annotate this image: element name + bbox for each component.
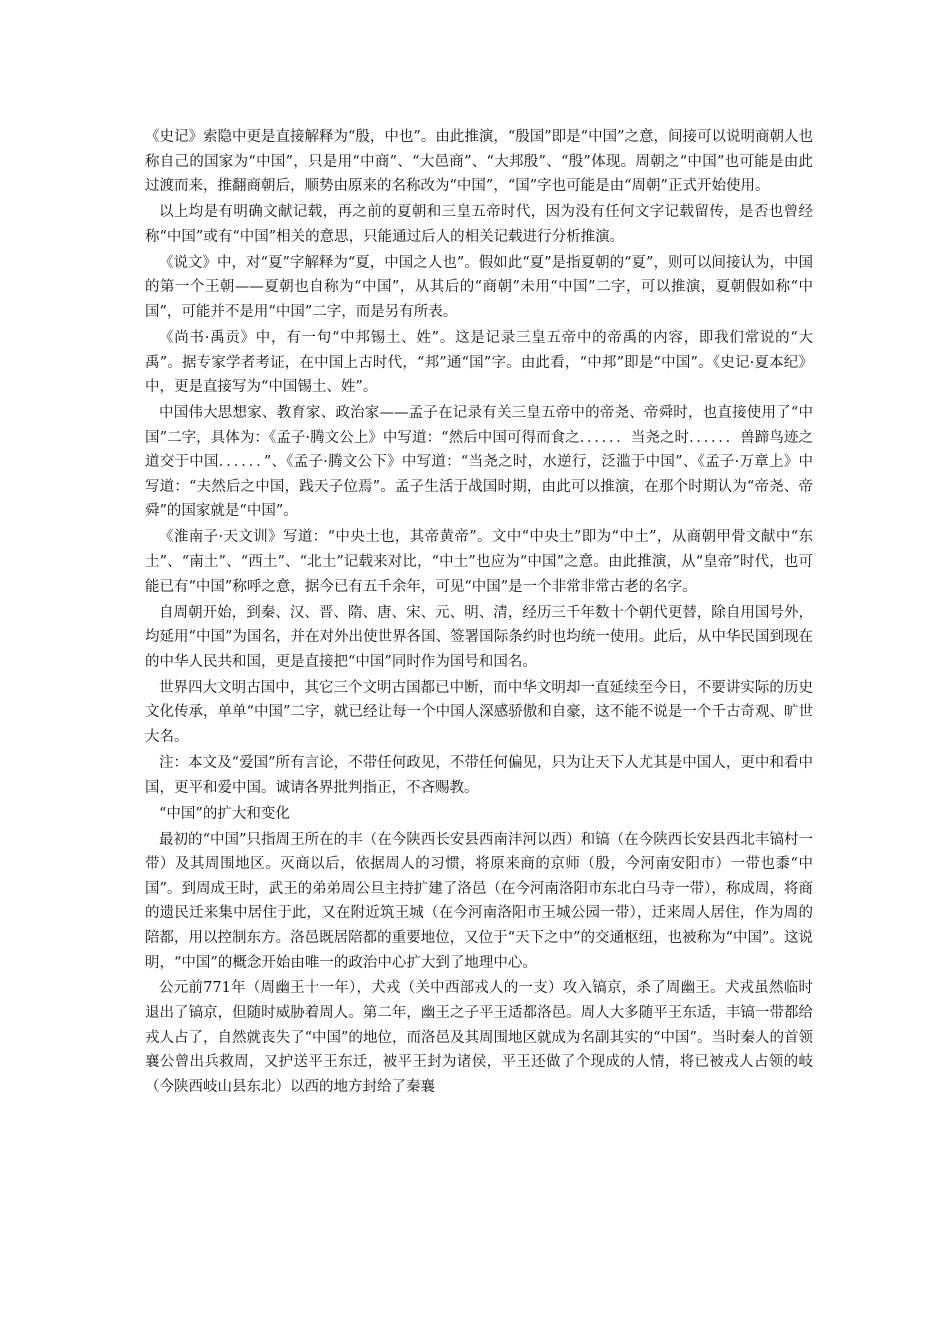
paragraph-xia-sanhuang: 以上均是有明确文献记载，再之前的夏朝和三皇五帝时代，因为没有任何文字记载留传，是否也曾经称“中国”或有“中国”相关的意思，只能通过后人的相关记载进行分析推演。 — [145, 204, 813, 245]
paragraph-771bc: 公元前771年（周幽王十一年），犬戎（关中西部戎人的一支）攻入镐京，杀了周幽王。犬戎虽然临时退出了镐京，但随时威胁着周人。第二年，幽王之子平王适都洛邑。周人大多随平王东适，丰镐一带都给戎人占了，自然就丧失了“中国”的地位，而洛邑及其周围地区就成为名副其实的“中国”。当时秦人的首领襄公曾出兵救周，又护送平王东迁，被平王封为诸侯，平王还做了个现成的人情，将已被戎人占领的岐（今陕西岐山县东北）以西的地方封给了秦襄 — [145, 980, 813, 1095]
paragraph-shuowen-xia: 《说文》中，对“夏”字解释为“夏，中国之人也”。假如此“夏”是指夏朝的“夏”，则可以间接认为，中国的第一个王朝——夏朝也自称为“中国”，从其后的“商朝”未用“中国”二字，可以推演，夏朝假如称“中国”，可能并不是用“中国”二字，而是另有所表。 — [145, 254, 813, 320]
paragraph-shiji-yin: 《史记》索隐中更是直接解释为“殷，中也”。由此推演，“殷国”即是“中国”之意，间接可以说明商朝人也称自己的国家为“中国”，只是用“中商”、“大邑商”、“大邦殷”、“殷”体现。周朝之“中国”也可能是由此过渡而来，推翻商朝后，顺势由原来的名称改为“中国”，“国”字也可能是由“周朝”正式开始使用。 — [145, 129, 813, 195]
paragraph-four-civilizations: 世界四大文明古国中，其它三个文明古国都已中断，而中华文明却一直延续至今日，不要讲实际的历史文化传承，单单“中国”二字，就已经让每一个中国人深感骄傲和自豪，这不能不说是一个千古奇观、旷世大名。 — [145, 679, 813, 745]
paragraph-dynasties: 自周朝开始，到秦、汉、晋、隋、唐、宋、元、明、清，经历三千年数十个朝代更替，除自用国号外，均延用“中国”为国名，并在对外出使世界各国、签署国际条约时也均统一使用。此后，从中华民国到现在的中华人民共和国，更是直接把“中国”同时作为国号和国名。 — [145, 604, 813, 670]
paragraph-huainanzi: 《淮南子·天文训》写道：“中央土也，其帝黄帝”。文中“中央土”即为“中土”，从商朝甲骨文献中“东土”、“南土”、“西土”、“北土”记载来对比，“中土”也应为“中国”之意。由此推演，从“皇帝”时代，也可能已有“中国”称呼之意，据今已有五千余年，可见“中国”是一个非常非常古老的名字。 — [145, 529, 813, 595]
paragraph-mencius: 中国伟大思想家、教育家、政治家——孟子在记录有关三皇五帝中的帝尧、帝舜时，也直接使用了“中国”二字，具体为：《孟子·腾文公上》中写道：“然后中国可得而食之．．．．．．当尧之时．．．．．．兽蹄鸟迹之道交于中国．．．．．．”、《孟子·腾文公下》中写道：“当尧之时，水逆行，泛滥于中国”、《孟子·万章上》中写道：“夫然后之中国，践天子位焉”。孟子生活于战国时期，由此可以推演，在那个时期认为“帝尧、帝舜”的国家就是“中国”。 — [145, 405, 813, 520]
paragraph-feng-hao: 最初的“中国”只指周王所在的丰（在今陕西长安县西南沣河以西）和镐（在今陕西长安县西北丰镐村一带）及其周围地区。灭商以后，依据周人的习惯，将原来商的京师（殷，今河南安阳市）一带也黍“中国”。到周成王时，武王的弟弟周公旦主持扩建了洛邑（在今河南洛阳市东北白马寺一带），称成周，将商的遗民迁来集中居住于此，又在附近筑王城（在今河南洛阳市王城公园一带），迁来周人居住，作为周的陪都，用以控制东方。洛邑既居陪都的重要地位，又位于“天下之中”的交通枢纽，也被称为“中国”。这说明，“中国”的概念开始由唯一的政治中心扩大到了地理中心。 — [145, 831, 813, 971]
paragraph-shangshu-yugong: 《尚书·禹贡》中，有一句“中邦锡土、姓”。这是记录三皇五帝中的帝禹的内容，即我们常说的“大禹”。据专家学者考证，在中国上古时代，“邦”通“国”字。由此看，“中邦”即是“中国”。《史记·夏本纪》中，更是直接写为“中国锡土、姓”。 — [145, 329, 813, 396]
document-page — [145, 125, 813, 1101]
section-heading: “中国”的扩大和变化 — [159, 805, 290, 822]
paragraph-note: 注：本文及“爱国”所有言论，不带任何政见，不带任何偏见，只为让天下人尤其是中国人，更中和看中国，更平和爱中国。诚请各界批判指正，不吝赐教。 — [145, 754, 813, 796]
